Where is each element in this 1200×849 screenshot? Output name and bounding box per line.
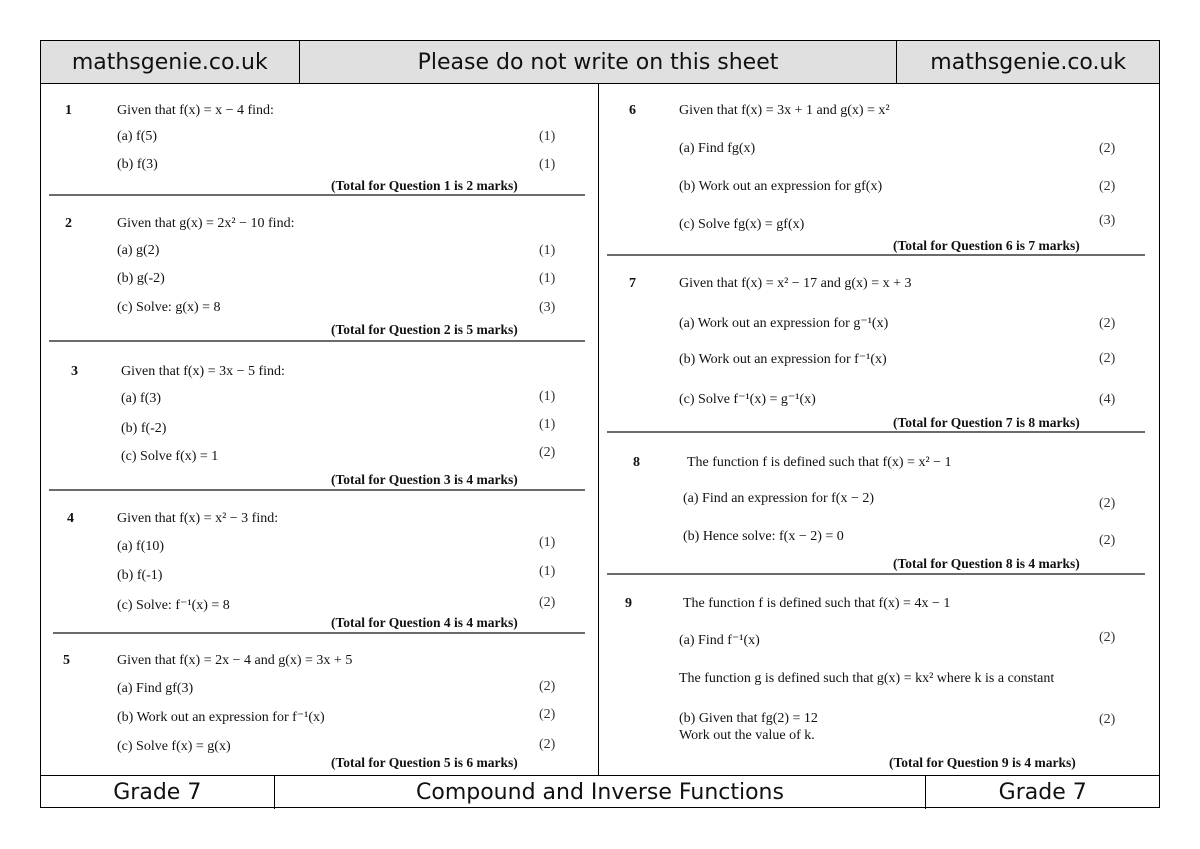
question-part: (a) Work out an expression for g⁻¹(x) [679, 316, 889, 331]
question-number: 2 [65, 216, 72, 231]
question-divider [607, 573, 1145, 575]
part-marks: (2) [539, 679, 556, 694]
worksheet [40, 40, 1160, 808]
column-divider [598, 83, 599, 775]
question-part: (a) f(5) [117, 129, 158, 144]
question-part: (a) f(3) [121, 391, 162, 406]
part-marks: (1) [539, 535, 556, 550]
part-marks: (2) [1099, 179, 1116, 194]
header-right-site: mathsgenie.co.uk [930, 49, 1127, 75]
question-subtext: Work out the value of k. [679, 728, 815, 743]
question-number: 4 [67, 511, 74, 526]
question-part: (b) f(-2) [121, 421, 167, 436]
question-stem: Given that f(x) = 3x − 5 find: [121, 364, 285, 379]
question-stem: Given that g(x) = 2x² − 10 find: [117, 216, 295, 231]
question-stem: Given that f(x) = x² − 3 find: [117, 511, 279, 526]
part-marks: (2) [1099, 316, 1116, 331]
part-marks: (2) [1099, 496, 1116, 511]
part-marks: (2) [539, 707, 556, 722]
question-part: (c) Solve f(x) = g(x) [117, 739, 231, 754]
question-part: (c) Solve f⁻¹(x) = g⁻¹(x) [679, 392, 816, 407]
header-left-site: mathsgenie.co.uk [41, 41, 300, 83]
question-total: (Total for Question 7 is 8 marks) [893, 415, 1080, 430]
question-part: (b) Hence solve: f(x − 2) = 0 [683, 529, 844, 544]
question-part: (a) Find an expression for f(x − 2) [683, 491, 875, 506]
question-part: (b) Given that fg(2) = 12 [679, 711, 818, 726]
question-part: (a) g(2) [117, 243, 160, 258]
part-marks: (1) [539, 129, 556, 144]
footer-topic: Compound and Inverse Functions [275, 776, 927, 809]
footer-grade-left: Grade 7 [41, 776, 275, 809]
question-part: (c) Solve: g(x) = 8 [117, 300, 221, 315]
question-divider [607, 431, 1145, 433]
header-instruction: Please do not write on this sheet [300, 41, 898, 83]
question-divider [607, 254, 1145, 256]
question-stem: The function f is defined such that f(x) = x² − 1 [687, 455, 952, 470]
footer-bar [41, 775, 1159, 809]
question-divider [49, 489, 585, 491]
question-part: (b) f(3) [117, 157, 158, 172]
header-bar [41, 41, 1159, 84]
question-part: (a) Find fg(x) [679, 141, 756, 156]
question-part: (b) Work out an expression for f⁻¹(x) [679, 352, 887, 367]
part-marks: (2) [1099, 533, 1116, 548]
part-marks: (1) [539, 417, 556, 432]
part-marks: (2) [539, 737, 556, 752]
part-marks: (1) [539, 157, 556, 172]
part-marks: (1) [539, 271, 556, 286]
question-part: (c) Solve f(x) = 1 [121, 449, 219, 464]
question-total: (Total for Question 6 is 7 marks) [893, 238, 1080, 253]
part-marks: (1) [539, 564, 556, 579]
question-stem: Given that f(x) = 3x + 1 and g(x) = x² [679, 103, 890, 118]
question-divider [49, 194, 585, 196]
question-part: (a) Find f⁻¹(x) [679, 633, 760, 648]
question-number: 1 [65, 103, 72, 118]
part-marks: (3) [539, 300, 556, 315]
question-total: (Total for Question 8 is 4 marks) [893, 556, 1080, 571]
question-part: (a) f(10) [117, 539, 165, 554]
question-total: (Total for Question 5 is 6 marks) [331, 755, 518, 770]
question-part: (c) Solve fg(x) = gf(x) [679, 217, 805, 232]
question-number: 5 [63, 653, 70, 668]
footer-grade-right: Grade 7 [998, 780, 1087, 805]
part-marks: (2) [539, 595, 556, 610]
part-marks: (2) [1099, 141, 1116, 156]
question-stem: Given that f(x) = 2x − 4 and g(x) = 3x + 5 [117, 653, 353, 668]
part-marks: (1) [539, 243, 556, 258]
part-marks: (2) [1099, 712, 1116, 727]
question-total: (Total for Question 4 is 4 marks) [331, 615, 518, 630]
question-part: (b) Work out an expression for f⁻¹(x) [117, 710, 325, 725]
part-marks: (1) [539, 389, 556, 404]
part-marks: (2) [1099, 351, 1116, 366]
question-number: 7 [629, 276, 636, 291]
question-number: 6 [629, 103, 636, 118]
part-marks: (4) [1099, 392, 1116, 407]
question-total: (Total for Question 2 is 5 marks) [331, 322, 518, 337]
part-marks: (2) [539, 445, 556, 460]
question-stem: Given that f(x) = x² − 17 and g(x) = x + 3 [679, 276, 912, 291]
question-number: 9 [625, 596, 632, 611]
part-marks: (3) [1099, 213, 1116, 228]
question-number: 8 [633, 455, 640, 470]
question-total: (Total for Question 9 is 4 marks) [889, 755, 1076, 770]
question-part: (c) Solve: f⁻¹(x) = 8 [117, 598, 230, 613]
question-stem: The function f is defined such that f(x) = 4x − 1 [683, 596, 951, 611]
question-part: (b) f(-1) [117, 568, 163, 583]
question-stem: Given that f(x) = x − 4 find: [117, 103, 274, 118]
question-context: The function g is defined such that g(x) = kx² where k is a constant [679, 671, 1055, 686]
question-part: (b) g(-2) [117, 271, 165, 286]
question-divider [49, 340, 585, 342]
question-part: (a) Find gf(3) [117, 681, 194, 696]
question-divider [53, 632, 585, 634]
part-marks: (2) [1099, 630, 1116, 645]
question-number: 3 [71, 364, 78, 379]
question-part: (b) Work out an expression for gf(x) [679, 179, 883, 194]
question-total: (Total for Question 1 is 2 marks) [331, 178, 518, 193]
question-total: (Total for Question 3 is 4 marks) [331, 472, 518, 487]
